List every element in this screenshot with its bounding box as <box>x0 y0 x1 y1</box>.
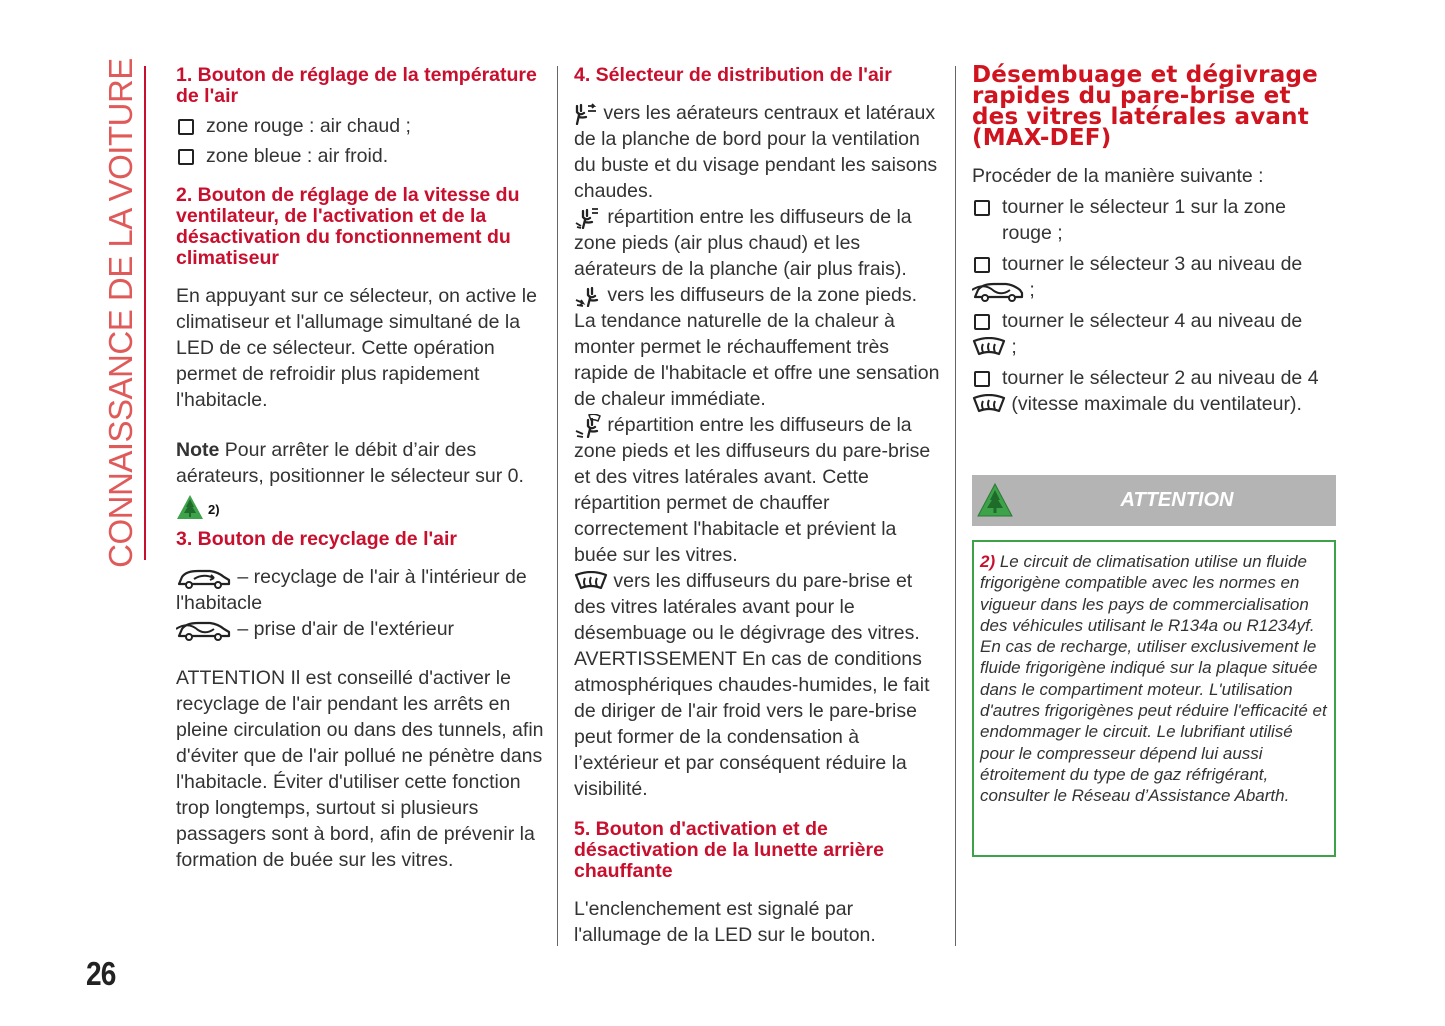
section-side-title-text: CONNAISSANCE DE LA VOITURE <box>102 58 139 568</box>
side-divider <box>144 66 146 560</box>
page-number: 26 <box>86 955 116 992</box>
windshield-defrost-icon <box>972 394 1006 416</box>
warning-triangle-icon <box>976 482 1014 518</box>
bullet-square-icon <box>974 200 990 216</box>
paragraph: En appuyant sur ce sélecteur, on active le climatiseur et l'allumage simultané de la LED de ce sélecteur. Cette opération permet de refroidir plus rapidement l'habitacle. <box>176 285 537 411</box>
attention-label: ATTENTION <box>1120 489 1234 511</box>
column-divider-1 <box>557 66 558 946</box>
column-divider-2 <box>955 66 956 946</box>
column-2 <box>574 62 944 948</box>
recirculation-line: – recyclage de l'air à l'intérieur de l'habitacle <box>176 566 527 614</box>
list-item-continuation: ; <box>972 277 1336 303</box>
column-1 <box>176 62 544 873</box>
list-item: tourner le sélecteur 4 au niveau de <box>972 308 1336 334</box>
heading-temperature: 1. Bouton de réglage de la température de l'air <box>176 64 537 107</box>
outside-air-line: – prise d'air de l'extérieur <box>176 616 544 642</box>
warning-reference: 2) <box>176 493 544 521</box>
attention-header <box>972 475 1336 526</box>
bullet-square-icon <box>974 314 990 330</box>
paragraph: vers les diffuseurs du pare-brise et des vitres latérales avant pour le désembuage ou le dégivrage des vitres. <box>574 570 920 644</box>
intro-paragraph: Procéder de la manière suivante : <box>972 165 1264 187</box>
warning-triangle-icon <box>176 494 204 520</box>
bullet-square-icon <box>974 371 990 387</box>
list-item: zone bleue : air froid. <box>176 143 544 169</box>
bullet-square-icon <box>178 119 194 135</box>
air-face-icon <box>574 103 598 125</box>
attention-ref: 2) <box>980 552 996 571</box>
paragraph: L'enclenchement est signalé par l'allumage de la LED sur le bouton. <box>574 898 876 946</box>
list-item: zone rouge : air chaud ; <box>176 113 544 139</box>
paragraph: répartition entre les diffuseurs de la zone pieds (air plus chaud) et les aérateurs de la planche (air plus frais). <box>574 206 912 280</box>
air-feet-windshield-icon <box>574 414 602 438</box>
attention-paragraph: ATTENTION Il est conseillé d'activer le recyclage de l'air pendant les arrêts en pleine circulation ou dans des tunnels, afin d'éviter que de l'air pollué ne pénètre dans l'habitacle. Éviter d'utiliser cette fonction trop longtemps, surtout si plusieurs passagers sont à bord, afin de prévenir la formation de buée sur les vitres. <box>176 667 544 871</box>
attention-text: Le circuit de climatisation utilise un fluide frigorigène compatible avec les normes en vigueur dans les pays de commercialisation des véhicules utilisant le R134a ou R1234yf. En cas de recharge, utiliser exclusivement le fluide frigorigène indiqué sur la plaque située dans le compartiment moteur. L'utilisation d'autres frigorigènes peut réduire l'efficacité et endommager le circuit. Le lubrifiant utilisé pour le compresseur dépend lui aussi étroitement du type de gaz réfrigérant, consulter le Réseau d’Assistance Abarth. <box>980 552 1327 806</box>
car-outside-air-icon <box>972 280 1024 302</box>
air-face-feet-icon <box>574 207 602 229</box>
bullet-square-icon <box>178 149 194 165</box>
column-3 <box>972 62 1336 417</box>
heading-air-distribution: 4. Sélecteur de distribution de l'air <box>574 64 892 86</box>
car-outside-air-icon <box>176 619 232 641</box>
air-feet-icon <box>574 285 602 307</box>
heading-rear-window: 5. Bouton d'activation et de désactivation de la lunette arrière chauffante <box>574 818 884 882</box>
car-recirculation-icon <box>176 567 232 589</box>
paragraph: répartition entre les diffuseurs de la zone pieds et les diffuseurs du pare-brise et des vitres latérales avant. Cette répartition permet de chauffer correctement l'habitacle et prévient la buée sur les vitres. <box>574 414 931 566</box>
paragraph: vers les aérateurs centraux et latéraux de la planche de bord pour la ventilation du buste et du visage pendant les saisons chaudes. <box>574 102 938 202</box>
list-item-continuation: ; <box>972 334 1336 360</box>
heading-fan-speed: 2. Bouton de réglage de la vitesse du ventilateur, de l'activation et de la désactivation du fonctionnement du climatiseur <box>176 184 520 269</box>
note: Note Pour arrêter le débit d’air des aérateurs, positionner le sélecteur sur 0. <box>176 439 524 487</box>
list-item: tourner le sélecteur 2 au niveau de 4 <box>972 365 1336 391</box>
windshield-defrost-icon <box>972 337 1006 359</box>
paragraph: vers les diffuseurs de la zone pieds. La tendance naturelle de la chaleur à monter permet le réchauffement très rapide de l'habitacle et offre une sensation de chaleur immédiate. <box>574 284 940 410</box>
heading-max-def: Désembuage et dégivrage rapides du pare-brise et des vitres latérales avant (MAX-DEF) <box>972 62 1318 151</box>
list-item-continuation: (vitesse maximale du ventilateur). <box>972 391 1336 417</box>
attention-box <box>972 540 1336 857</box>
windshield-defrost-icon <box>574 571 608 593</box>
section-side-title <box>101 58 141 568</box>
warning-paragraph: AVERTISSEMENT En cas de conditions atmosphériques chaudes-humides, le fait de diriger de l'air froid vers le pare-brise peut former de la condensation à l’extérieur et par conséquent réduire la visibilité. <box>574 648 930 800</box>
list-item: tourner le sélecteur 1 sur la zone rouge ; <box>972 194 1336 246</box>
list-item: tourner le sélecteur 3 au niveau de <box>972 251 1336 277</box>
bullet-square-icon <box>974 257 990 273</box>
heading-recirculation: 3. Bouton de recyclage de l'air <box>176 528 457 550</box>
